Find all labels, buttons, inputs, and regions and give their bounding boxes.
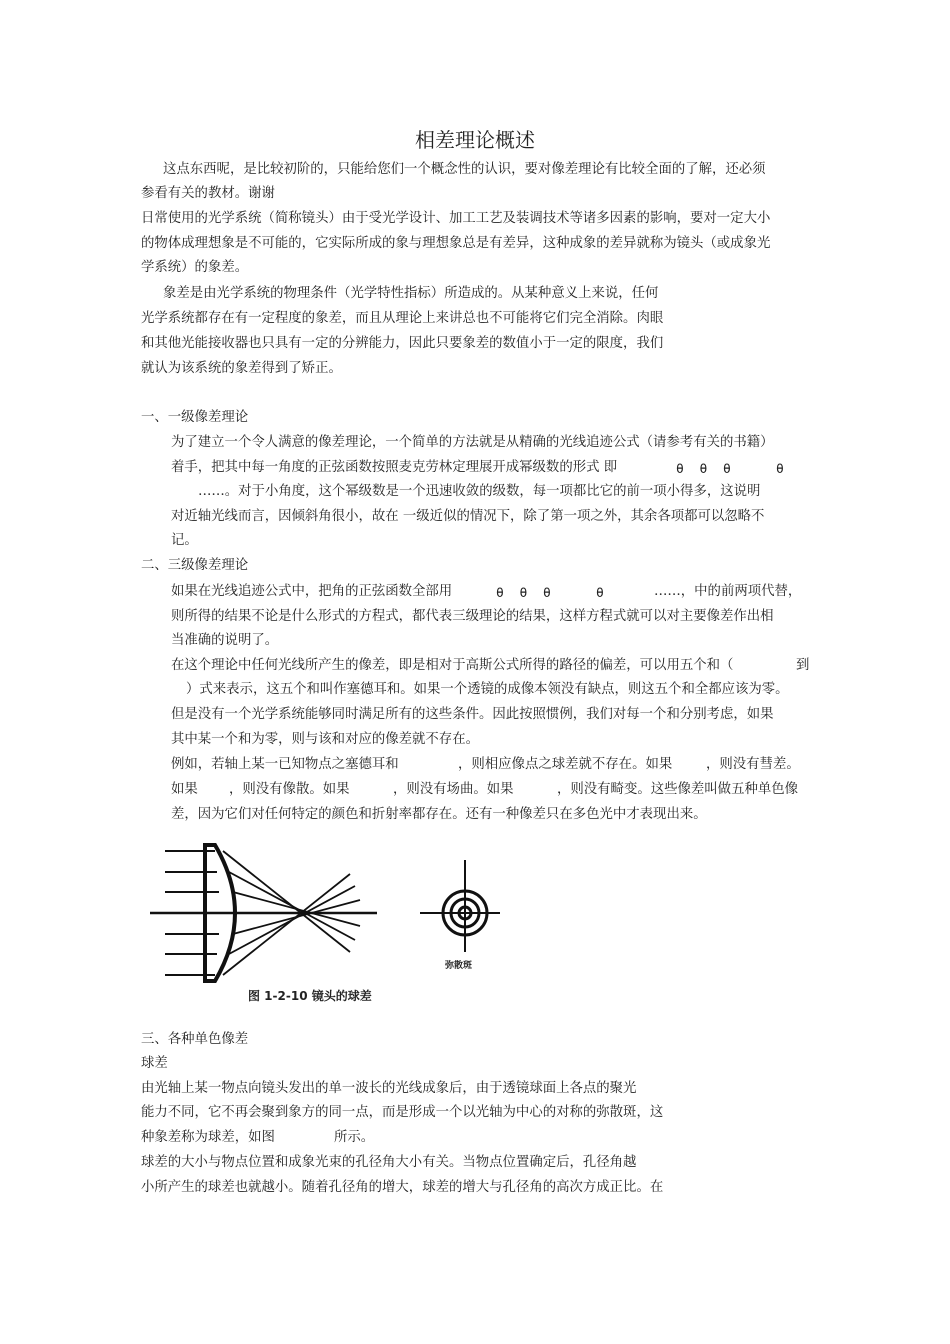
text-line: 当准确的说明了。 [171,633,279,648]
text-line: 能力不同，它不再会聚到象方的同一点，而是形成一个以光轴为中心的对称的弥散斑，这 [141,1105,664,1120]
theta-symbol: θ θ θ [676,462,731,477]
text-line: 球差的大小与物点位置和成象光束的孔径角大小有关。当物点位置确定后，孔径角越 [141,1155,637,1170]
text-line: 球差 [141,1056,168,1071]
text-line: 学系统）的象差。 [141,260,249,275]
text-line: 记。 [171,533,198,548]
text-line: 三、各种单色像差 [141,1032,249,1047]
text-line: 小所产生的球差也就越小。随着孔径角的增大，球差的增大与孔径角的高次方成正比。在 [141,1180,664,1195]
figure-caption: 图 1-2-10 镜头的球差 [248,989,372,1003]
page-title: 相差理论概述 [415,128,535,152]
text-line: 日常使用的光学系统（简称镜头）由于受光学设计、加工工艺及装调技术等诸多因素的影响，要对一定大小 [141,211,771,226]
text-line: 这点东西呢，是比较初阶的，只能给您们一个概念性的认识，要对像差理论有比较全面的了解，还必须 [163,162,766,177]
text-line: ，则没有彗差。 [706,757,800,772]
text-line: 的物体成理想象是不可能的，它实际所成的象与理想象总是有差异，这种成象的差异就称为镜头（或成象光 [141,236,771,251]
spot-label: 弥散斑 [445,961,473,971]
text-line: 则所得的结果不论是什么形式的方程式，都代表三级理论的结果，这样方程式就可以对主要像差作出相 [171,609,774,624]
text-line: ，则没有畸变。这些像差叫做五种单色像 [557,782,799,797]
text-line: 到 [796,658,810,673]
text-line: 光学系统都存在有一定程度的象差，而且从理论上来讲总也不可能将它们完全消除。肉眼 [141,311,664,326]
text-line: 例如，若轴上某一已知物点之塞德耳和 [171,757,399,772]
text-line: 由光轴上某一物点向镜头发出的单一波长的光线成象后，由于透镜球面上各点的聚光 [141,1081,637,1096]
text-line: ……，中的前两项代替， [654,584,802,599]
figure-spherical-aberration [145,840,505,1019]
text-line: ，则没有场曲。如果 [393,782,514,797]
text-line: 着手，把其中每一角度的正弦函数按照麦克劳林定理展开成幂级数的形式 即 [171,460,618,475]
text-line: 一、一级像差理论 [141,410,249,425]
text-line: 如果在光线追迹公式中，把角的正弦函数全部用 [171,584,453,599]
text-line: 其中某一个和为零，则与该和对应的像差就不存在。 [171,732,479,747]
text-line: 为了建立一个令人满意的像差理论，一个简单的方法就是从精确的光线追迹公式（请参考有关的书籍） [171,435,774,450]
text-line: ，则相应像点之球差就不存在。如果 [458,757,673,772]
theta-symbol: θ [776,462,784,477]
text-line: 和其他光能接收器也只具有一定的分辨能力，因此只要象差的数值小于一定的限度，我们 [141,336,664,351]
text-line: 差，因为它们对任何特定的颜色和折射率都存在。还有一种像差只在多色光中才表现出来。 [171,807,707,822]
text-line: 种象差称为球差，如图 [141,1130,275,1145]
theta-symbol: θ θ θ [496,586,551,601]
text-line: 如果 [171,782,198,797]
text-line: 参看有关的教材。谢谢 [141,186,275,201]
text-line: 对近轴光线而言，因倾斜角很小，故在 一级近似的情况下，除了第一项之外，其余各项都可以忽略不 [171,509,765,524]
text-line: 二、三级像差理论 [141,558,249,573]
text-line: ……。对于小角度，这个幂级数是一个迅速收敛的级数，每一项都比它的前一项小得多，这说明 [198,484,761,499]
text-line: 在这个理论中任何光线所产生的像差，即是相对于高斯公式所得的路径的偏差，可以用五个和（ [171,658,734,673]
text-line: ，则没有像散。如果 [229,782,350,797]
text-line: 就认为该系统的象差得到了矫正。 [141,361,342,376]
text-line: 所示。 [334,1130,375,1145]
theta-symbol: θ [596,586,604,601]
text-line: ）式来表示，这五个和叫作塞德耳和。如果一个透镜的成像本领没有缺点，则这五个和全都应该为零。 [186,682,789,697]
text-line: 但是没有一个光学系统能够同时满足所有的这些条件。因此按照惯例，我们对每一个和分别考虑，如果 [171,707,774,722]
text-line: 象差是由光学系统的物理条件（光学特性指标）所造成的。从某种意义上来说，任何 [163,286,659,301]
